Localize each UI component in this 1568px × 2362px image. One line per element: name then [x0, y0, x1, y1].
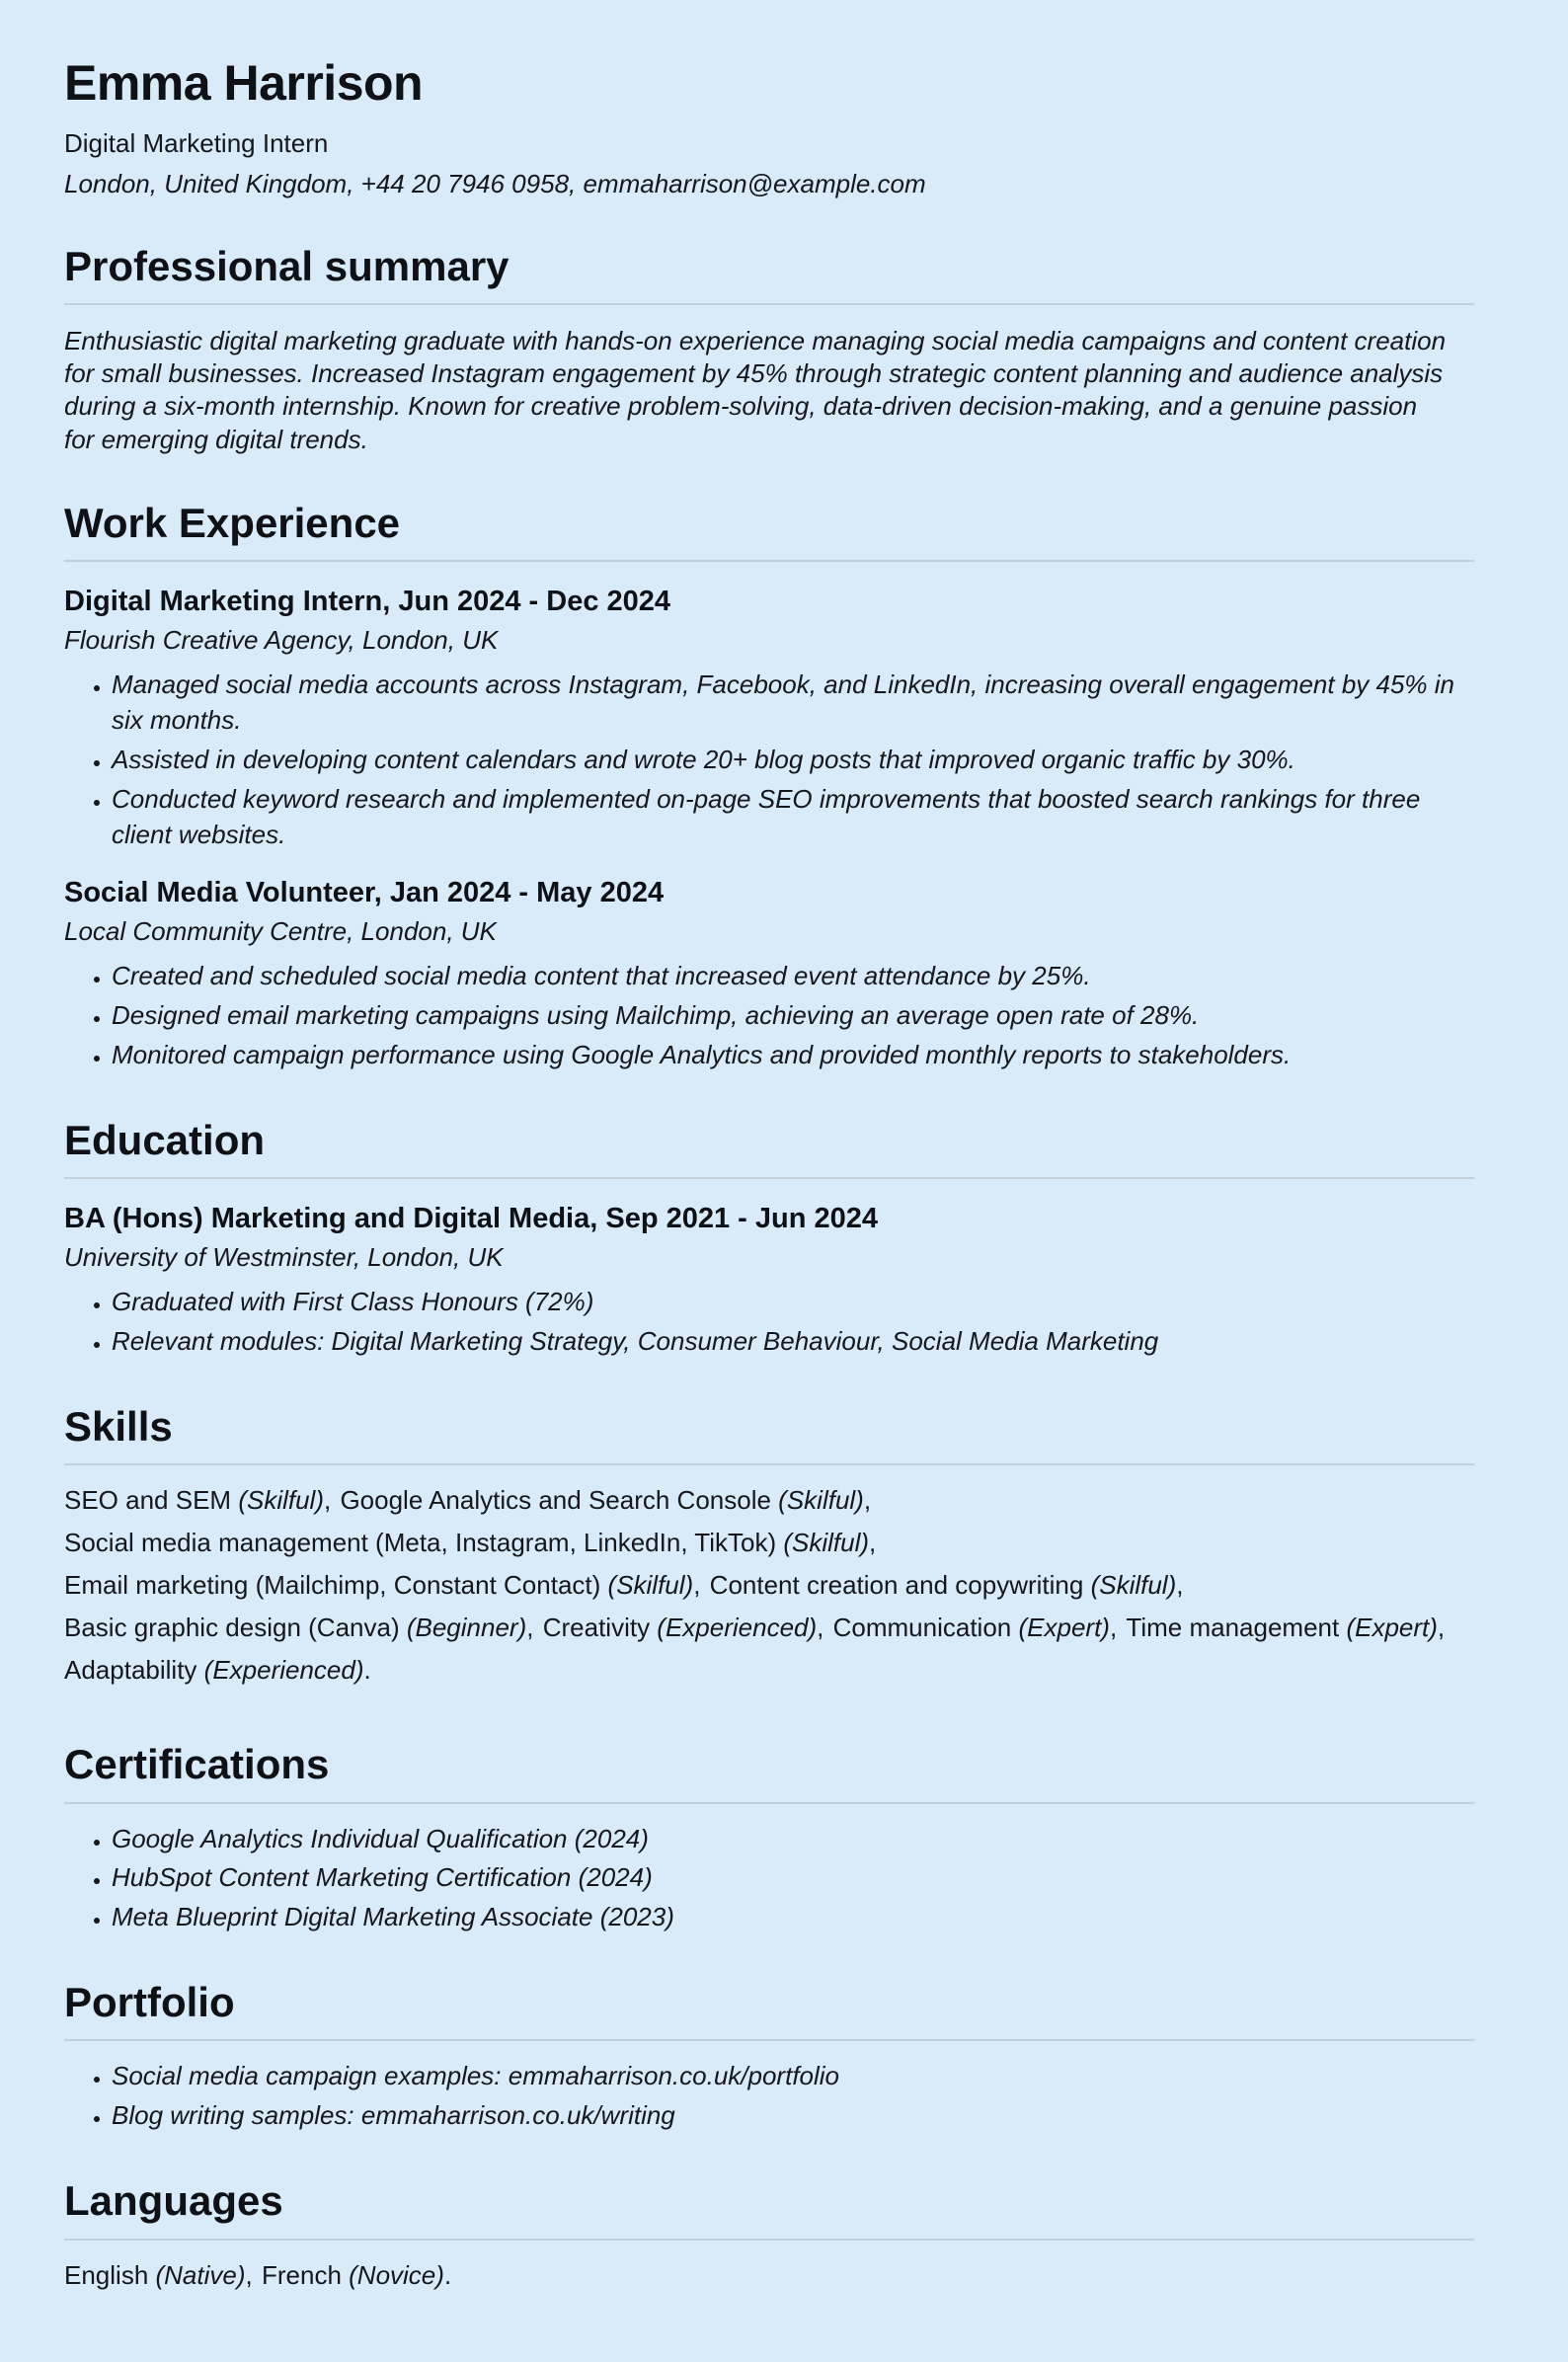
job-bullet-list: [64, 959, 1474, 1073]
section-title-skills: Skills: [64, 1403, 1474, 1465]
skill-level: (Experienced): [203, 1655, 364, 1686]
language-item: French (Novice).: [261, 2259, 452, 2290]
section-languages: [64, 2177, 1474, 2302]
skill-level: (Skilful): [1090, 1570, 1177, 1601]
skill-item: Content creation and copywriting (Skilful),: [709, 1570, 1184, 1601]
contact-line: London, United Kingdom, +44 20 7946 0958, emmaharrison@example.com: [64, 168, 926, 198]
skill-level: (Expert): [1346, 1613, 1438, 1643]
skill-item: Email marketing (Mailchimp, Constant Contact) (Skilful),: [64, 1570, 701, 1601]
skill-name: SEO and SEM: [64, 1485, 239, 1516]
job-bullet: • Managed social media accounts across Instagram, Facebook, and LinkedIn, increasing overall engagement by 45% in six months.: [112, 668, 1474, 739]
skill-item: Basic graphic design (Canva) (Beginner),: [64, 1613, 534, 1643]
job-bullet: • Created and scheduled social media content that increased event attendance by 25%.: [112, 959, 1474, 994]
skill-level: (Skilful): [783, 1528, 870, 1558]
education-bullet: • Relevant modules: Digital Marketing Strategy, Consumer Behaviour, Social Media Marketing: [112, 1324, 1474, 1360]
summary-text: Enthusiastic digital marketing graduate with hands-on experience managing social media campaigns and content creation for small businesses. Increased Instagram engagement by 45% through strategic content planning and audience analysis during a six-month internship. Known for creative problem-solving, data-driven decision-making, and a genuine passion for emerging digital trends.: [64, 325, 1447, 454]
section-portfolio: [64, 1979, 1474, 2134]
skill-level: (Skilful): [607, 1570, 694, 1601]
section-title-summary: Professional summary: [64, 243, 1474, 305]
certifications-list: [64, 1822, 1466, 1936]
education-school: University of Westminster, London, UK: [64, 1242, 504, 1273]
education-bullet: • Graduated with First Class Honours (72%): [112, 1285, 1474, 1320]
skill-name: Creativity: [542, 1613, 658, 1643]
job-bullet: • Conducted keyword research and implemented on-page SEO improvements that boosted search rankings for three client websites.: [112, 782, 1474, 853]
skill-item: Adaptability (Experienced).: [64, 1655, 371, 1686]
degree-title-dates: BA (Hons) Marketing and Digital Media, Sep 2021 - Jun 2024: [64, 1202, 879, 1234]
skill-item: SEO and SEM (Skilful),: [64, 1485, 332, 1516]
candidate-title: Digital Marketing Intern: [64, 127, 329, 158]
skill-name: Basic graphic design (Canva): [64, 1613, 407, 1643]
skills-list: [64, 1485, 1466, 1697]
skill-item: Time management (Expert),: [1126, 1613, 1446, 1643]
portfolio-item: • Social media campaign examples: emmaharrison.co.uk/portfolio: [112, 2059, 1466, 2094]
skill-name: Content creation and copywriting: [709, 1570, 1091, 1601]
job-company: Local Community Centre, London, UK: [64, 916, 497, 947]
section-title-work: Work Experience: [64, 500, 1474, 562]
skill-name: Social media management (Meta, Instagram, LinkedIn, TikTok): [64, 1528, 784, 1558]
skill-level: (Skilful): [778, 1485, 864, 1516]
skill-item: Google Analytics and Search Console (Skilful),: [340, 1485, 872, 1516]
language-name: French: [261, 2259, 350, 2290]
job-entry: [64, 584, 1474, 853]
skill-name: Email marketing (Mailchimp, Constant Contact): [64, 1570, 608, 1601]
job-bullet-list: [64, 668, 1474, 852]
skill-item: Creativity (Experienced),: [542, 1613, 824, 1643]
language-item: English (Native),: [64, 2259, 253, 2290]
language-level: (Novice): [349, 2259, 444, 2290]
section-title-certifications: Certifications: [64, 1741, 1474, 1803]
education-bullet-list: [64, 1285, 1474, 1360]
certification-item: • Google Analytics Individual Qualification (2024): [112, 1822, 1466, 1857]
skill-name: Time management: [1126, 1613, 1347, 1643]
job-entry: [64, 875, 1474, 1073]
job-bullet: • Monitored campaign performance using Google Analytics and provided monthly reports to stakeholders.: [112, 1038, 1474, 1073]
section-title-education: Education: [64, 1117, 1474, 1179]
job-bullet: • Designed email marketing campaigns using Mailchimp, achieving an average open rate of 28%.: [112, 998, 1474, 1034]
skill-name: Adaptability: [64, 1655, 204, 1686]
language-level: (Native): [155, 2259, 246, 2290]
skill-item: Communication (Expert),: [832, 1613, 1118, 1643]
education-entry: [64, 1201, 1474, 1360]
languages-list: [64, 2260, 1474, 2303]
section-work-experience: [64, 500, 1474, 1073]
certification-item: • HubSpot Content Marketing Certification (2024): [112, 1860, 1466, 1896]
language-name: English: [64, 2259, 156, 2290]
skill-level: (Expert): [1018, 1613, 1110, 1643]
job-title-dates: Social Media Volunteer, Jan 2024 - May 2024: [64, 876, 665, 908]
section-skills: [64, 1403, 1474, 1697]
certification-item: • Meta Blueprint Digital Marketing Associate (2023): [112, 1900, 1466, 1935]
portfolio-list: [64, 2059, 1466, 2134]
skill-name: Google Analytics and Search Console: [340, 1485, 779, 1516]
section-title-languages: Languages: [64, 2177, 1474, 2240]
candidate-name: Emma Harrison: [64, 55, 424, 111]
skill-level: (Experienced): [657, 1613, 818, 1643]
job-bullet: • Assisted in developing content calendars and wrote 20+ blog posts that improved organic traffic by 30%.: [112, 743, 1474, 778]
skill-level: (Beginner): [406, 1613, 527, 1643]
section-professional-summary: [64, 243, 1474, 456]
job-title-dates: Digital Marketing Intern, Jun 2024 - Dec 2024: [64, 586, 671, 618]
section-title-portfolio: Portfolio: [64, 1979, 1474, 2041]
section-certifications: [64, 1741, 1474, 1935]
skill-name: Communication: [832, 1613, 1019, 1643]
portfolio-item: • Blog writing samples: emmaharrison.co.uk/writing: [112, 2098, 1466, 2134]
skill-level: (Skilful): [238, 1485, 324, 1516]
job-company: Flourish Creative Agency, London, UK: [64, 625, 499, 656]
skill-item: Social media management (Meta, Instagram, LinkedIn, TikTok) (Skilful),: [64, 1528, 877, 1558]
resume-header: [64, 55, 1474, 199]
section-education: [64, 1117, 1474, 1360]
